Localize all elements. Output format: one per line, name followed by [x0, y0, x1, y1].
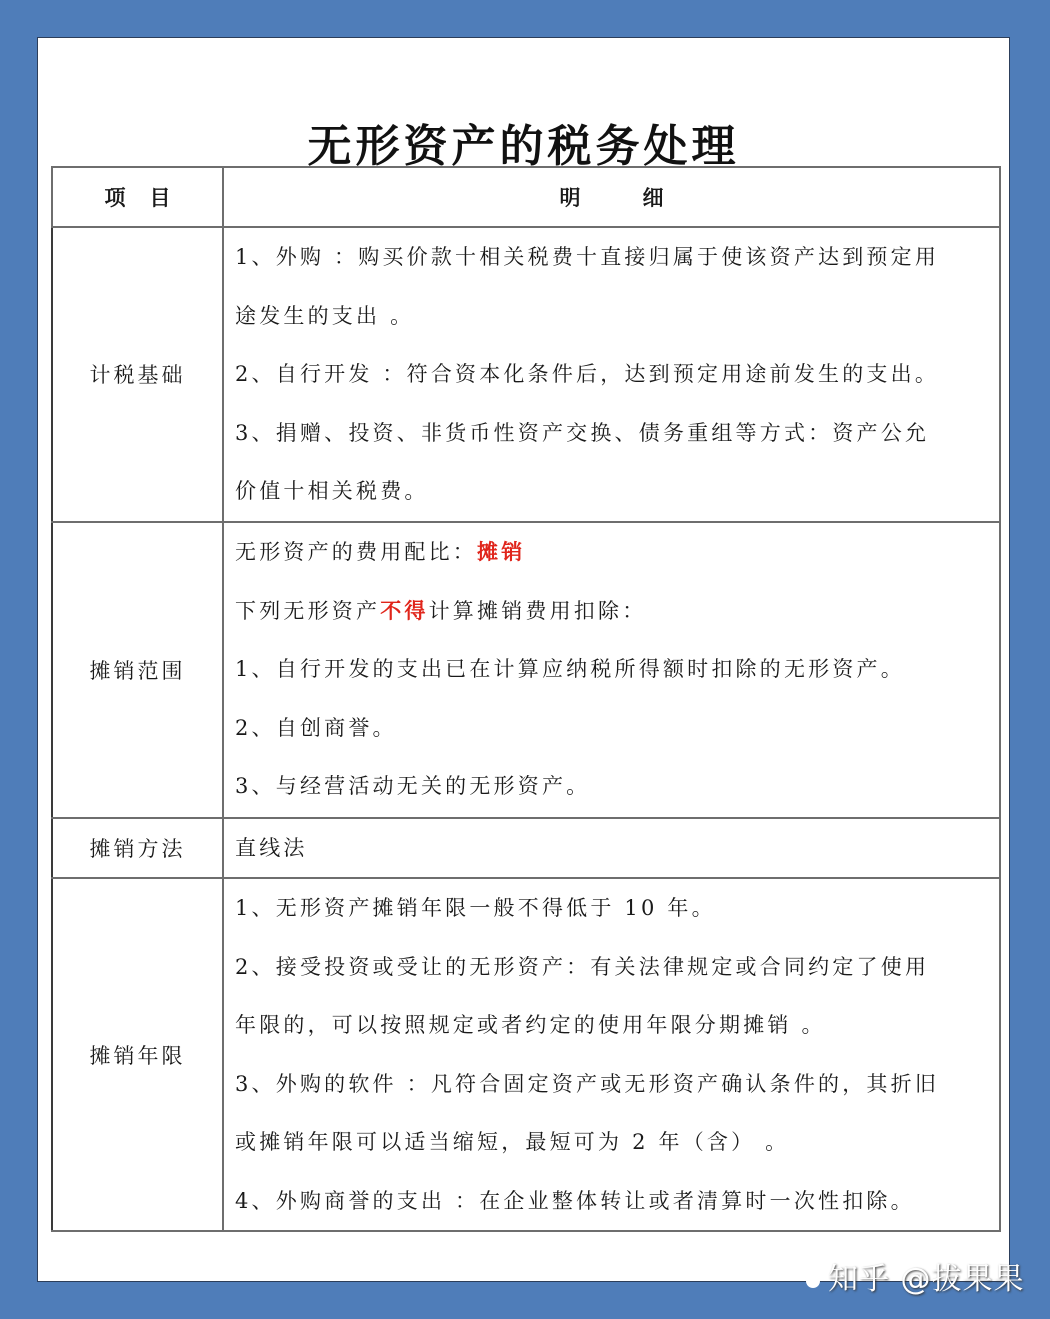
line-text: 计算摊销费用扣除：	[428, 598, 647, 623]
detail-line: 或摊销年限可以适当缩短，最短可为 2 年（含） 。	[235, 1130, 790, 1154]
detail-line: 年限的，可以按照规定或者约定的使用年限分期摊销 。	[235, 1013, 826, 1037]
detail-line: 1、自行开发的支出已在计算应纳税所得额时扣除的无形资产。	[235, 657, 905, 682]
table-row	[52, 878, 1000, 1231]
detail-line	[235, 582, 989, 641]
detail-line: 1、外购 ：购买价款十相关税费十直接归属于使该资产达到预定用	[235, 245, 940, 269]
detail-line	[235, 523, 989, 582]
detail-line: 3、与经营活动无关的无形资产。	[235, 774, 591, 799]
row-label-tax-basis: 计税基础	[52, 227, 223, 522]
line-text: 无形资产的费用配比：	[235, 540, 477, 565]
row-detail-tax-basis	[223, 227, 1000, 522]
detail-line: 3、捐赠、投资、非货币性资产交换、债务重组等方式：资产公允	[235, 420, 930, 445]
detail-line: 2、自行开发 ：符合资本化条件后，达到预定用途前发生的支出。	[235, 362, 940, 386]
detail-line: 2、自创商誉。	[235, 715, 397, 740]
row-detail-amortization-period	[223, 878, 1000, 1231]
header-detail: 明细	[223, 167, 1000, 227]
row-label-amortization-period: 摊销年限	[52, 878, 223, 1231]
detail-line: 途发生的支出 。	[235, 303, 415, 328]
table-row	[52, 522, 1000, 818]
page-title: 无形资产的税务处理	[307, 121, 740, 172]
row-label-amortization-method: 摊销方法	[52, 818, 223, 879]
detail-line: 3、外购的软件 ：凡符合固定资产或无形资产确认条件的，其折旧	[235, 1071, 940, 1096]
highlight-text: 不得	[380, 597, 429, 623]
row-detail-amortization-method	[223, 818, 1000, 879]
header-item: 项目	[52, 167, 223, 227]
watermark	[806, 1254, 1025, 1298]
tax-treatment-table	[51, 166, 1001, 1232]
highlight-text: 摊销	[477, 539, 526, 565]
table-header-row	[52, 167, 1000, 227]
line-text: 下列无形资产	[235, 598, 381, 623]
table-row	[52, 818, 1000, 879]
detail-line: 4、外购商誉的支出 ：在企业整体转让或者清算时一次性扣除。	[235, 1188, 915, 1213]
row-label-amortization-scope: 摊销范围	[52, 522, 223, 818]
watermark-text: 知乎 @拔果果	[828, 1262, 1025, 1297]
row-detail-amortization-scope	[223, 522, 1000, 818]
table-row	[52, 227, 1000, 522]
detail-line: 2、接受投资或受让的无形资产：有关法律规定或合同约定了使用	[235, 954, 930, 979]
detail-line: 直线法	[235, 835, 308, 860]
zhihu-logo-icon	[806, 1274, 820, 1288]
detail-line: 1、无形资产摊销年限一般不得低于 10 年。	[235, 896, 716, 920]
document-card	[37, 37, 1010, 1282]
detail-line: 价值十相关税费。	[235, 479, 429, 503]
